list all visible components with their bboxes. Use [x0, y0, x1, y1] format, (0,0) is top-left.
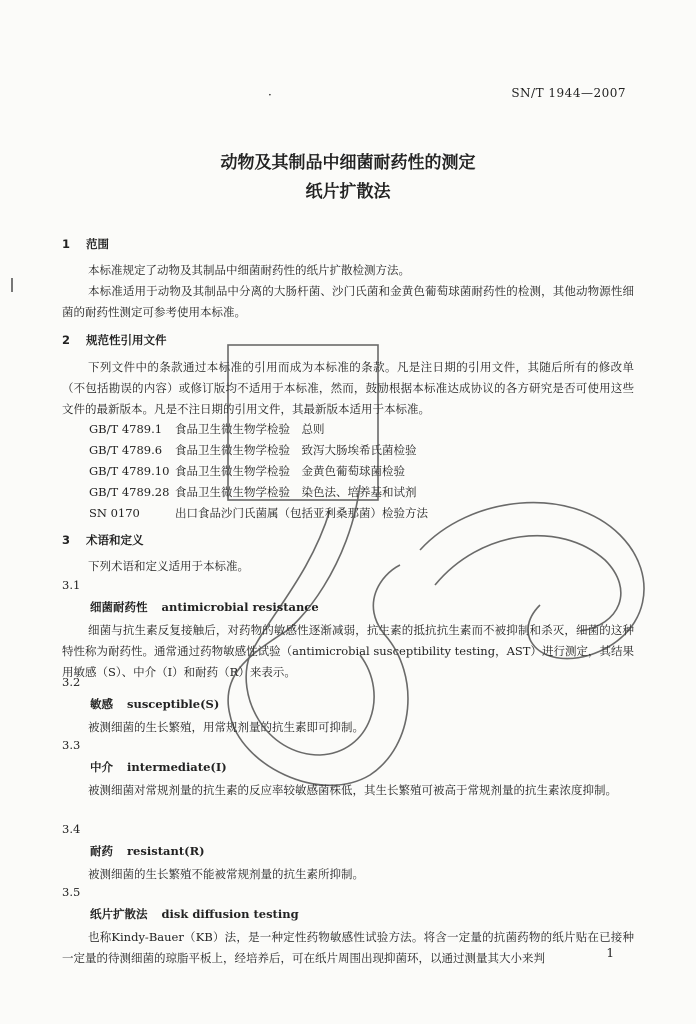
term-heading: 中介 intermediate(I)	[90, 760, 227, 774]
term-number: 3.2	[62, 675, 81, 689]
section-number: 1	[62, 237, 71, 251]
section-title: 规范性引用文件	[86, 333, 167, 347]
header-mark: ·	[268, 88, 272, 102]
section-2-para-1: 下列文件中的条款通过本标准的引用而成为本标准的条款。凡是注日期的引用文件，其随后所有的修改单（不包括勘误的内容）或修订版均不适用于本标准，然而，鼓励根据本标准达成协议的各方研究是否可使用这些文件的最新版本。凡是不注日期的引用文件，其最新版本适用于本标准。	[62, 360, 634, 416]
section-1-para-1: 本标准规定了动物及其制品中细菌耐药性的纸片扩散检测方法。	[88, 263, 410, 277]
term-definition: 细菌与抗生素反复接触后，对药物的敏感性逐渐减弱，抗生素的抵抗抗生素而不被抑制和杀灭，细菌的这种特性称为耐药性。通常通过药物敏感性试验（antimicrobial susceptibility testing，AST）进行测定，其结果用敏感（S）、中介（I）和耐药（R）来表示。	[62, 623, 634, 679]
term-definition: 被测细菌的生长繁殖，用常规剂量的抗生素即可抑制。	[88, 720, 364, 734]
reference-item: GB/T 4789.10 食品卫生微生物学检验 金黄色葡萄球菌检验	[89, 464, 405, 478]
section-1-heading	[62, 236, 109, 252]
term-number: 3.4	[62, 822, 81, 836]
term-number: 3.5	[62, 885, 81, 899]
section-3-heading	[62, 532, 144, 548]
margin-mark	[11, 278, 13, 292]
term-definition: 被测细菌的生长繁殖不能被常规剂量的抗生素所抑制。	[88, 867, 364, 881]
section-2-heading	[62, 332, 167, 348]
reference-item: GB/T 4789.6 食品卫生微生物学检验 致泻大肠埃希氏菌检验	[89, 443, 417, 457]
term-heading: 细菌耐药性 antimicrobial resistance	[90, 600, 319, 614]
term-number: 3.3	[62, 738, 81, 752]
term-number: 3.1	[62, 578, 81, 592]
term-heading: 敏感 susceptible(S)	[90, 697, 220, 711]
reference-item: SN 0170 出口食品沙门氏菌属（包括亚利桑那菌）检验方法	[89, 506, 428, 520]
term-definition: 也称Kindy-Bauer（KB）法，是一种定性药物敏感性试验方法。将含一定量的抗菌药物的纸片贴在已接种一定量的待测细菌的琼脂平板上，经培养后，可在纸片周围出现抑菌环，以通过测量其大小来判	[62, 930, 634, 965]
title-line-2: 纸片扩散法	[305, 182, 391, 202]
reference-item: GB/T 4789.1 食品卫生微生物学检验 总则	[89, 422, 325, 436]
section-1-para-2: 本标准适用于动物及其制品中分离的大肠杆菌、沙门氏菌和金黄色葡萄球菌耐药性的检测，其他动物源性细菌的耐药性测定可参考使用本标准。	[62, 284, 634, 319]
section-title: 范围	[86, 237, 109, 251]
page-number: 1	[606, 946, 614, 960]
section-title: 术语和定义	[86, 533, 144, 547]
term-heading: 纸片扩散法 disk diffusion testing	[90, 907, 299, 921]
section-number: 3	[62, 533, 71, 547]
section-3-intro: 下列术语和定义适用于本标准。	[88, 559, 249, 573]
section-number: 2	[62, 333, 71, 347]
term-heading: 耐药 resistant(R)	[90, 844, 205, 858]
title-line-1: 动物及其制品中细菌耐药性的测定	[220, 153, 476, 173]
reference-item: GB/T 4789.28 食品卫生微生物学检验 染色法、培养基和试剂	[89, 485, 417, 499]
standard-code: SN/T 1944—2007	[511, 86, 626, 100]
term-definition: 被测细菌对常规剂量的抗生素的反应率较敏感菌株低，其生长繁殖可被高于常规剂量的抗生素浓度抑制。	[88, 783, 617, 797]
